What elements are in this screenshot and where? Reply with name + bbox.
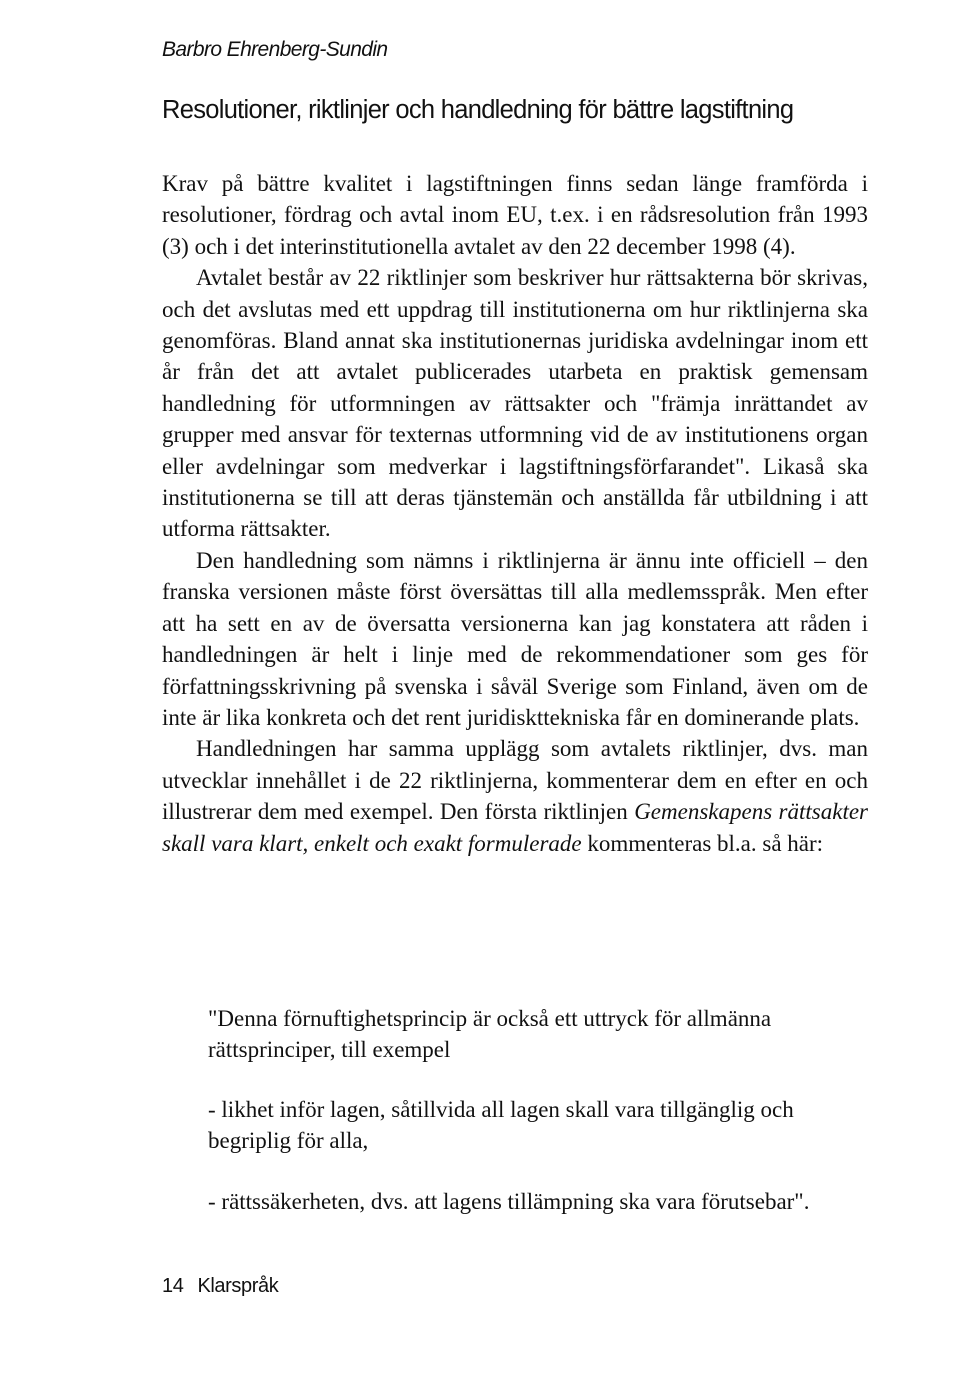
paragraph-4: [162, 733, 868, 859]
paragraph-4-text: Handledningen har samma upplägg som avtalets riktlinjer, dvs. man utvecklar innehållet i de 22 riktlinjerna, kommenterar dem en efter en och illustrerar dem med exempel. Den första riktlinjen: [162, 736, 868, 825]
article-body: [162, 168, 868, 859]
paragraph-2: Avtalet består av 22 riktlinjer som beskriver hur rättsakterna bör skrivas, och det avslutas med ett uppdrag till institutionerna om hur riktlinjerna ska genomföras. Bland annat ska institutionernas juridiska avdelningar inom ett år från det att avtalet publicerades utarbeta en praktisk gemensam handledning för utformningen av rättsakter och "främja inrättandet av grupper med ansvar för texternas utformning vid de av institutionens organ eller avdelningar som medverkar i lagstiftningsförfarandet". Likaså ska institutionerna se till att deras tjänstemän och anställda får utbildning i att utforma rättsakter.: [162, 265, 868, 542]
quote-item-equality: - likhet inför lagen, såtillvida all lagen skall vara tillgänglig och begriplig för alla,: [208, 1097, 794, 1154]
publication-name: Klarspråk: [197, 1275, 279, 1297]
article-title: Resolutioner, riktlinjer och handledning för bättre lagstiftning: [162, 96, 794, 124]
page-footer: [162, 1275, 278, 1298]
author-name: Barbro Ehrenberg-Sundin: [162, 38, 388, 61]
paragraph-3: Den handledning som nämns i riktlinjerna är ännu inte officiell – den franska versionen måste först översättas till alla medlemsspråk. Men efter att ha sett en av de översatta versionerna kan jag konstatera att råden i handledningen är helt i linje med de rekommendationer som ges för författningsskrivning på svenska i såväl Sverige som Finland, även om de inte är lika konkreta och det rent juridiskttekniska får en dominerande plats.: [162, 547, 868, 730]
paragraph-1: Krav på bättre kvalitet i lagstiftningen finns sedan länge framförda i resolutioner, fördrag och avtal inom EU, t.ex. i en rådsresolution från 1993 (3) och i det interinstitutionella avtalet av den 22 december 1998 (4).: [162, 171, 868, 259]
paragraph-4-text-end: kommenteras bl.a. så här:: [581, 830, 824, 856]
paragraph-4-italic-guideline: Gemenskapens rättsakter skall vara klart, enkelt och exakt formulerade: [162, 799, 868, 856]
page-number: 14: [162, 1275, 184, 1297]
quote-item-legal-certainty: - rättssäkerheten, dvs. att lagens tillämpning ska vara förutsebar".: [208, 1189, 810, 1214]
quote-intro: "Denna förnuftighetsprincip är också ett uttryck för allmänna rättsprinciper, till exempel: [208, 1006, 772, 1063]
